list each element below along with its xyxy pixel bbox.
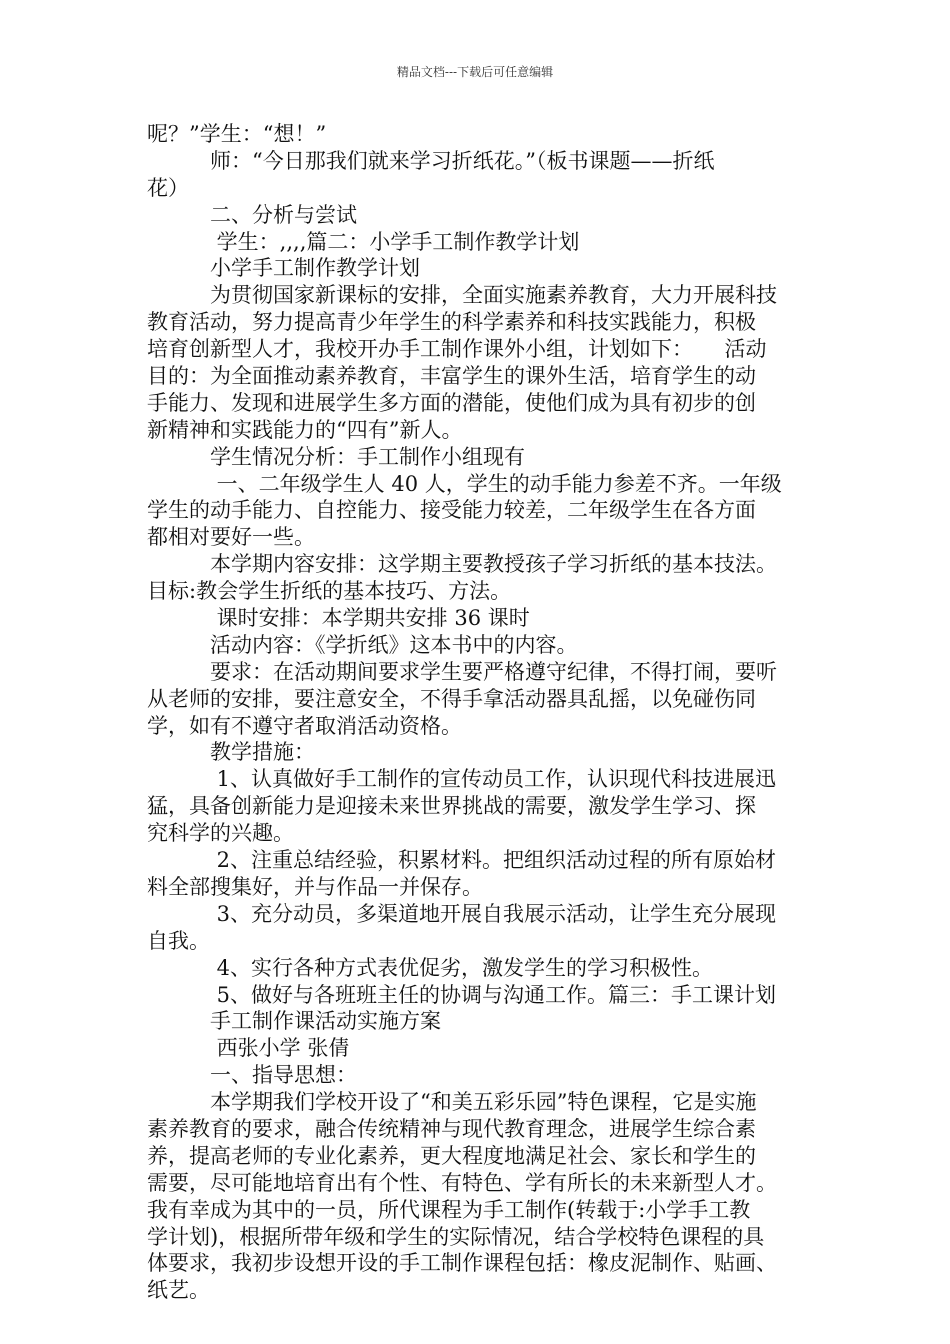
text-line: 要求：在活动期间要求学生要严格遵守纪律，不得打闹，要听: [147, 659, 777, 684]
text-line: 4、实行各种方式表优促劣，激发学生的学习积极性。: [147, 955, 714, 980]
text-line: 素养教育的要求，融合传统精神与现代教育理念，进展学生综合素: [147, 1116, 756, 1141]
text-line: 究科学的兴趣。: [147, 821, 294, 846]
text-line: 5、做好与各班班主任的协调与沟通工作。篇三：手工课计划: [147, 982, 777, 1007]
text-line: 养，提高老师的专业化素养，更大程度地满足社会、家长和学生的: [147, 1143, 756, 1168]
text-line: 为贯彻国家新课标的安排，全面实施素养教育，大力开展科技: [147, 283, 777, 308]
text-line: 手能力、发现和进展学生多方面的潜能，使他们成为具有初步的创: [147, 390, 756, 415]
text-line: 课时安排：本学期共安排 36 课时: [147, 606, 530, 631]
text-line: 学计划)，根据所带年级和学生的实际情况，结合学校特色课程的具: [147, 1224, 765, 1249]
text-line: 一、二年级学生人 40 人，学生的动手能力参差不齐。一年级: [147, 471, 782, 496]
text-line: 呢？”学生：“想！”: [147, 122, 327, 146]
text-line: 教学措施：: [147, 740, 315, 765]
text-line: 学生的动手能力、自控能力、接受能力较差，二年级学生在各方面: [147, 498, 756, 523]
text-line: 花）: [147, 175, 189, 200]
text-line: 自我。: [147, 928, 210, 953]
text-line: 一、指导思想：: [147, 1063, 357, 1088]
text-line: 学，如有不遵守者取消活动资格。: [147, 713, 462, 738]
text-line: 师：“今日那我们就来学习折纸花。”（板书课题——折纸: [147, 148, 715, 173]
text-line: 活动内容：《学折纸》这本书中的内容。: [147, 632, 578, 657]
text-line: 目的：为全面推动素养教育，丰富学生的课外生活，培育学生的动: [147, 364, 756, 389]
text-line: 学生：,,,,篇二：小学手工制作教学计划: [147, 229, 580, 254]
text-line: 纸艺。: [147, 1278, 210, 1303]
text-line: 学生情况分析：手工制作小组现有: [147, 444, 525, 469]
text-line: 体要求，我初步设想开设的手工制作课程包括：橡皮泥制作、贴画、: [147, 1251, 777, 1276]
text-line: 料全部搜集好，并与作品一并保存。: [147, 874, 483, 899]
text-line: 需要，尽可能地培育出有个性、有特色、学有所长的未来新型人才。: [147, 1170, 777, 1195]
text-line: 教育活动，努力提高青少年学生的科学素养和科技实践能力，积极: [147, 310, 756, 335]
page-header: 精品文档---下载后可任意编辑: [396, 65, 554, 79]
text-line: 本学期内容安排：这学期主要教授孩子学习折纸的基本技法。: [147, 552, 777, 577]
text-line: 西张小学 张倩: [147, 1036, 350, 1061]
text-line: 2、注重总结经验，积累材料。把组织活动过程的所有原始材: [147, 848, 777, 873]
text-line: 本学期我们学校开设了“和美五彩乐园”特色课程，它是实施: [147, 1090, 757, 1115]
document-body: [147, 121, 813, 1304]
text-line: 从老师的安排，要注意安全，不得手拿活动器具乱摇，以免碰伤同: [147, 686, 756, 711]
text-line: 我有幸成为其中的一员，所代课程为手工制作(转载于:小学手工教: [147, 1197, 751, 1222]
text-line: 新精神和实践能力的“四有”新人。: [147, 417, 463, 442]
text-line: 1、认真做好手工制作的宣传动员工作，认识现代科技进展迅: [147, 767, 777, 792]
text-line: 猛，具备创新能力是迎接未来世界挑战的需要，激发学生学习、探: [147, 794, 756, 819]
text-line: 二、分析与尝试: [147, 202, 357, 227]
text-line: 手工制作课活动实施方案: [147, 1009, 441, 1034]
text-line: 3、充分动员，多渠道地开展自我展示活动，让学生充分展现: [147, 901, 777, 926]
text-line: 目标:教会学生折纸的基本技巧、方法。: [147, 579, 512, 604]
text-line: 都相对要好一些。: [147, 525, 315, 550]
text-line: 培育创新型人才，我校开办手工制作课外小组，计划如下： 活动: [147, 337, 767, 362]
text-line: 小学手工制作教学计划: [147, 256, 420, 281]
